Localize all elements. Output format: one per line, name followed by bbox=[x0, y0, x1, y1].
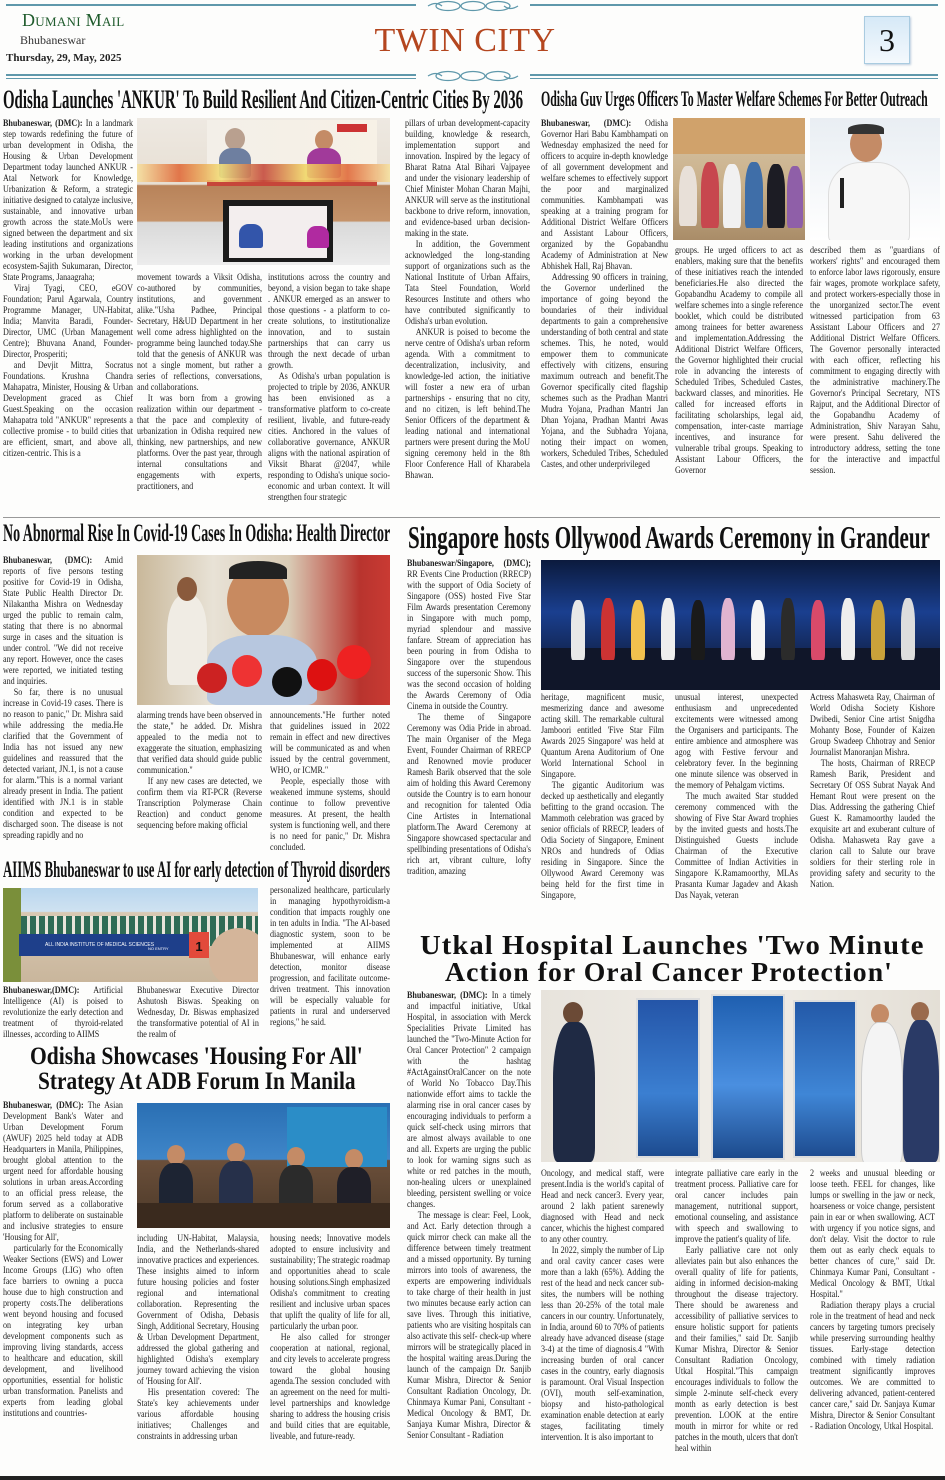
paragraph-text: institutions across the country and beyond, a vision began to take shape . ANKUR emerged as an answer to those questions - a platform to co-create solutions, to institutionalize innovation, and to sustain partnerships that can carry us through the next decade of urban growth. bbox=[268, 272, 390, 370]
column-text bbox=[137, 985, 259, 1040]
headline-text: Utkal Hospital Launches 'Two Minute bbox=[420, 930, 925, 960]
paragraph-text: Radiation therapy plays a crucial role in the treatment of head and neck cancers by targeting tumors precisely while preserving surrounding healthy tissues. Early-stage detection combined with timely radiation treatment significantly improves outcomes. We are committed to delivering advanced, patient-centered cancer care," said Dr. Sanjaya Kumar Mishra, Director & Senior Consultant - Radiation Oncology, Utkal Hospital. bbox=[810, 1300, 935, 1431]
paragraph bbox=[810, 1168, 935, 1300]
paragraph-text: Amid reports of five persons testing positive for Covid-19 in Odisha, State Public Health Director Dr. Nilakantha Mishra on Wednesday urged the public to remain calm, stating that there is no abnormal surge in cases and the situation is under control. "We did not receive any report. However, once the cases were reported, we initiated testing and inquiries. bbox=[3, 555, 123, 686]
paragraph bbox=[407, 1210, 531, 1441]
paragraph bbox=[137, 272, 262, 393]
paragraph bbox=[810, 245, 940, 476]
ankur-column-4 bbox=[405, 118, 530, 515]
paragraph-text: Oncology, and medical staff, were present.India is the world's capital of Head and neck cancer3. Every year, around 2 lakh patient sarenewly diagnosed with Head and neck cancer, whichis the highest compared to any other country. bbox=[541, 1168, 664, 1244]
headline-adb-line-1[interactable] bbox=[30, 1043, 363, 1071]
paragraph bbox=[270, 885, 390, 1028]
headline-text: Odisha Guv Urges Officers To Master Welfare Schemes For Better Outreach bbox=[541, 86, 928, 111]
headline-ankur[interactable] bbox=[3, 85, 523, 115]
top-rule-right bbox=[530, 4, 938, 6]
singapore-column-3 bbox=[675, 692, 798, 927]
paragraph bbox=[407, 712, 531, 877]
paragraph bbox=[137, 776, 262, 831]
paragraph-text: In addition, the Government acknowledged the long-standing support of organizations such as the National Institute of Urban Affairs, Tata Steel Foundation, World Resources Institute and others who have contributed significantly to Odisha's urban evolution. bbox=[405, 239, 530, 326]
column-text bbox=[541, 118, 668, 470]
paragraph-text: and Devjit Mittra, Socratus Foundations. Krushna Chandra Mahapatra, Minister, Housing & Urban Development graced as Chief Guest.Speaking on the occasion Mahapatra told "ANKUR" represents a collective promise - to build cities that are efficient, smart, and above all, citizen-centric. This is a bbox=[3, 360, 133, 458]
paragraph bbox=[810, 1300, 935, 1432]
paragraph-text: personalized healthcare, particularly in managing hypothyroidism-a condition that impacts roughly one in ten adults in India. "The AI-based diagnostic system, soon to be implemented at AIIMS Bhubaneswar, will enhance early detection, monitor disease progression, and facilitate outcome-driven treatment. This innovation will be especially valuable for patients in rural and underserved regions," he said. bbox=[270, 885, 390, 1027]
paragraph bbox=[3, 985, 123, 1040]
singapore-column-1 bbox=[407, 558, 531, 928]
column-text bbox=[407, 558, 531, 877]
utkal-campaign-photo bbox=[541, 990, 940, 1162]
paragraph-text: The hosts, Chairman of RRECP Ramesh Barik, President and Secretary Of OSS Subrat Nayak And Hemant Rout were present on the Dias. Addressing the gathering Chief Guest K. Ramamoorthy lauded the exquisite art and exuberant culture of Odisha. Mahasweta Ray gave a clarion call to Salute our brave soldiers for their sterling role in providing safety and security to the Nation. bbox=[810, 758, 935, 889]
utkal-column-3 bbox=[675, 1168, 798, 1472]
paragraph bbox=[137, 710, 262, 776]
paragraph bbox=[675, 245, 803, 476]
headline-aiims[interactable] bbox=[3, 857, 390, 883]
paragraph bbox=[675, 1168, 798, 1245]
column-text bbox=[675, 692, 798, 901]
governor-column-2 bbox=[675, 245, 803, 512]
headline-text: No Abnormal Rise In Covid-19 Cases In Odisha: Health Director bbox=[3, 520, 391, 547]
paragraph bbox=[541, 118, 668, 272]
covid-column-3 bbox=[270, 710, 390, 855]
headline-utkal-line-2[interactable] bbox=[445, 957, 893, 988]
header-rule-left-thin bbox=[6, 78, 416, 79]
paragraph bbox=[270, 1233, 390, 1332]
paragraph-text: People, especially those with weakened immune systems, should continue to follow preventive measures. At present, the health system is functioning well, and there is no need for panic," Dr. Mishra concluded. bbox=[270, 776, 390, 852]
bottom-rule bbox=[0, 1476, 945, 1480]
paragraph bbox=[270, 710, 390, 776]
governor-column-3 bbox=[810, 245, 940, 512]
paragraph bbox=[541, 692, 664, 780]
column-text bbox=[270, 710, 390, 853]
page-number: 3 bbox=[864, 16, 910, 64]
singapore-awards-photo bbox=[541, 560, 940, 690]
ornament-icon bbox=[418, 70, 528, 82]
headline-singapore[interactable] bbox=[408, 519, 930, 556]
paragraph bbox=[541, 1168, 664, 1245]
column-text bbox=[137, 710, 262, 831]
paragraph bbox=[810, 758, 935, 890]
paragraph-text: Early palliative care not only alleviates pain but also enhances the overall quality of life for patients, aiding in informed decision-making throughout the disease trajectory. There should be awareness and accessibility of palliative services to ensure holistic support for patients and their families," said Dr. Sanjib Kumar Mishra, Director & Senior Consultant Radiation Oncology, Utkal Hospital."This campaign encourages individuals to follow the simple 2-minute self-check every month as early detection is best prevention. LOOK at the entire mouth in mirror for white or red patches in the mouth, ulcers that don't heal within bbox=[675, 1245, 798, 1453]
paragraph-text: Odisha Governor Hari Babu Kambhampati on Wednesday emphasized the need for officers to acquire in-depth knowledge of all government development and welfare schemes to effectively support the poor and marginalized communities. Kambhampati was speaking at a training program for Additional District Welfare Officers and Assistant Labour Officers, organized by the Gopabandhu Academy of Administration at New Abhishek Hall, Raj Bhavan. bbox=[541, 118, 668, 271]
ornament-icon bbox=[418, 0, 528, 12]
governor-portrait-photo bbox=[810, 118, 940, 240]
paragraph bbox=[407, 990, 531, 1210]
dateline: Bhubaneswar, (DMC): bbox=[3, 1100, 84, 1110]
ankur-column-2 bbox=[137, 272, 262, 515]
paragraph-text: So far, there is no unusual increase in Covid-19 cases. There is no reason to panic," Dr. Mishra said while addressing the media.He clarified that the Government of India has not issued any new guidelines and reassured that the detected variant, JN.1, is not a cause for alarm."This is a normal variant already present in India. The patient identified with JN.1 is in stable condition and expected to be discharged soon. The disease is not spreading rapidly and no bbox=[3, 687, 123, 840]
column-text bbox=[675, 1168, 798, 1454]
paragraph bbox=[675, 791, 798, 901]
paragraph-text: announcements."He further noted that guidelines issued in 2022 remain in effect and new directives will be communicated as and when issued by the central government, WHO, or ICMR." bbox=[270, 710, 390, 775]
paragraph-text: As Odisha's urban population is projected to triple by 2036, ANKUR has been envisioned as a transformative platform to co-create resilient, livable, and future-ready cities. Anchored in the values of collaborative governance, ANKUR aligns with the national aspiration of Viksit Bharat @2047, while responding to Odisha's unique socio-economic and urban context. It will strengthen four strategic bbox=[268, 371, 390, 502]
issue-date: Thursday, 29, May, 2025 bbox=[6, 52, 122, 64]
headline-text: AIIMS Bhubaneswar to use AI for early detection of Thyroid disorders bbox=[3, 857, 391, 882]
paragraph bbox=[268, 272, 390, 371]
aiims-sign: ALL INDIA INSTITUTE OF MEDICAL SCIENCES bbox=[19, 934, 199, 956]
column-text bbox=[3, 118, 133, 459]
masthead-city: Bhubaneswar bbox=[20, 33, 86, 47]
column-text bbox=[675, 245, 803, 476]
paragraph bbox=[405, 118, 530, 239]
headline-covid[interactable] bbox=[3, 520, 390, 548]
header-rule-left bbox=[6, 74, 416, 76]
paragraph-text: In a timely and impactful initiative, Utkal Hospital, in association with Merck Specialities Private Limited has launched the "Two-Minute Action for Oral Cancer Protection" 2 campaign with the hashtag #ActAgainstOralCancer on the note of World No Tobacco Day.This nationwide effort aims to tackle the alarming rise in oral cancer cases by encouraging individuals to perform a quick self-check using mirrors that are almost always available to one and all. Experts are urging the public to look for warning signs such as white or red patches in the mouth, non-healing ulcers or unexplained bleeding, persistent swelling or voice changes. bbox=[407, 990, 531, 1209]
aiims-building-photo bbox=[3, 888, 258, 982]
paragraph-text: Actress Mahasweta Ray, Chairman of World Odisha Society Kishore Dwibedi, Senior Cine artist Snigdha Mohanty Bose, Founder of Kaizen Group Swadeep Chhotray and Senior Journalist Manoranjan Mishra. bbox=[810, 692, 935, 757]
column-text bbox=[407, 990, 531, 1441]
paragraph-text: movement towards a Viksit Odisha, co-authored by communities, institutions, and government alike."Usha Padhee, Principal Secretary, H&UD Department in her well come adress highlighted on the programme being launched today.She told that the genesis of ANKUR was not a single moment, but rather a series of reflections, conversations, and collaborations. bbox=[137, 272, 262, 392]
paragraph bbox=[268, 371, 390, 503]
header-rule-right bbox=[530, 74, 938, 76]
column-text bbox=[270, 1233, 390, 1442]
adb-column-3 bbox=[270, 1233, 390, 1472]
dateline: Bhubaneswar, (DMC): bbox=[541, 118, 632, 128]
paragraph bbox=[137, 1387, 259, 1442]
column-text bbox=[137, 272, 262, 492]
paragraph bbox=[3, 1100, 123, 1243]
paragraph bbox=[137, 985, 259, 1040]
dateline: Bhubaneswar, (DMC): bbox=[3, 555, 93, 565]
column-text bbox=[810, 692, 935, 890]
column-text bbox=[137, 1233, 259, 1442]
header-rule-right-thin bbox=[530, 78, 938, 79]
paragraph bbox=[810, 692, 935, 758]
paragraph bbox=[675, 1245, 798, 1454]
column-text bbox=[810, 245, 940, 476]
adb-column-1 bbox=[3, 1100, 123, 1472]
aiims-column-2 bbox=[137, 985, 259, 1041]
masthead-name: Dumani Mail bbox=[22, 10, 125, 30]
paragraph bbox=[137, 1233, 259, 1387]
governor-training-photo bbox=[673, 118, 805, 240]
paragraph-text: Addressing 90 officers in training, the Governor underlined the importance of going beyond the boundaries of their individual departments to gain a comprehensive understanding of both central and state schemes. This, he noted, would empower them to communicate effectively with citizens, ensuring maximum outreach and benefit.The Governor specifically cited flagship schemes such as the Pradhan Mantri Mudra Yojana, Pradhan Mantri Jan Dhan Yojana, Pradhan Mantri Awas Yojana, and the Subhadra Yojana, noting their impact on women, workers, Scheduled Tribes, Scheduled Castes, and other underprivileged bbox=[541, 272, 668, 469]
column-text bbox=[541, 1168, 664, 1443]
paragraph-text: The message is clear: Feel, Look, and Act. Early detection through a quick mirror check can make all the difference between timely treatment and a missed opportunity. By turning mirrors into tools of awareness, the experts are empowering individuals to take charge of their health in just two minutes because early action can save lives. Through this initiative, patients who are visiting hospitals can also activate this self- check-up where mirrors will be strategically placed in the hospital waiting areas.During the launch of the campaign Dr. Sanjib Kumar Mishra, Director & Senior Consultant Radiation Oncology, Dr. Chinmaya Kumar Pani, Consultant - Medical Oncology & BMT, Dr. Sanjaya Kumar Mishra, Director & Senior Consultant - Radiation bbox=[407, 1210, 531, 1440]
paragraph-text: particularly for the Economically Weaker Sections (EWS) and Lower Income Groups (LIG) who often face barriers to owning a pucca house due to high construction and property costs.The deliberations went beyond housing and focused on integrating key urban development components such as improving living standards, access to healthcare and education, skill development, and livelihood opportunities, essential for holistic urban transformation. Panelists and experts from leading global institutions and countries- bbox=[3, 1243, 123, 1418]
ankur-event-photo bbox=[137, 118, 390, 265]
ankur-column-3 bbox=[268, 272, 390, 515]
adb-forum-photo bbox=[137, 1103, 390, 1228]
headline-governor[interactable] bbox=[541, 86, 928, 112]
paragraph bbox=[541, 780, 664, 901]
paragraph-text: housing needs; Innovative models adopted to ensure inclusivity and sustainability; The strategic roadmap and opportunities ahead to scale housing solutions.Singh emphasized Odisha's commitment to creating resilient and inclusive urban spaces that uplift the quality of life for all, particularly the urban poor. bbox=[270, 1233, 390, 1331]
paragraph-text: Artificial Intelligence (AI) is poised to revolutionize the early detection and treatment of thyroid-related illnesses, according to AIIMS bbox=[3, 985, 123, 1039]
column-text bbox=[405, 118, 530, 481]
column-text bbox=[541, 692, 664, 901]
paragraph-text: The theme of Singapore Ceremony was Odia Pride in abroad. The main Organiser of the Mega Event, Founder Chairman of RRECP and Renowned movie producer Ramesh Barik observed that the sole aim of holding this Award Ceremony outside the Country is to earn honour and recognition for talented Odia Cine Artistes in International platform.The Award Ceremony at Singapore showcased spectacular and spellbinding presentations of Odisha's rich art, vibrant culture, lofty tradition, amazing bbox=[407, 712, 531, 876]
paragraph-text: unusual interest, unexpected enthusiasm and unprecedented excitements were witnessed among the Organisers and participants. The entire ambience and atmosphere was agog with Festive fervour and celebratory fever. In the beginning one minute silence was observed in the memory of Pehalgam victims. bbox=[675, 692, 798, 790]
paragraph-text: The much awaited Star studded ceremony commenced with the showing of Five Star Award trophies by the invited guests and hosts.The Distinguished Guests include Chairman of the Executive Committee of Indian Activities in Singapore K.Ramamoorthy, MLAs Prasanta Kumar Jagadev and Akash Das Nayak, veteran bbox=[675, 791, 798, 900]
ankur-column-1 bbox=[3, 118, 133, 515]
singapore-column-2 bbox=[541, 692, 664, 927]
paragraph bbox=[675, 692, 798, 791]
paragraph-text: In a landmark step towards redefining the future of urban development in Odisha, the Housing & Urban Development Department today launched ANKUR - Atal Network for Knowledge, Urbanization & Reform, a strategic initiative designed to catalyze inclusive, sustainable, and innovative urban growth across the state.MoUs were signed between the department and six leading institutions and organizations working in the urban development ecosystem-Sajith Sukumaran, Director, State Programs, Janaagraha; bbox=[3, 118, 134, 282]
paragraph-text: RR Events Cine Production (RRECP) with the support of Odia Society of Singapore (OSS) hosted Five Star Film Awards presentation Ceremony in Singapore with much pomp, myriad splendour and massive fanfare. Stream of appreciation has been pouring in from Odisha to Singapore over the stupendous success of the supersonic Show. This was the second occasion of holding the Awards Ceremony of Odia Cinema in outside the Country. bbox=[407, 569, 531, 711]
headline-text: Singapore hosts Ollywood Awards Ceremony in Grandeur bbox=[408, 519, 930, 555]
top-rule-left bbox=[6, 4, 416, 6]
paragraph bbox=[270, 1332, 390, 1442]
dateline: Bhubaneswar, (DMC): bbox=[3, 118, 83, 128]
paragraph-text: If any new cases are detected, we confirm them via RT-PCR (Reverse Transcription Polymerase Chain Reaction) and conduct genome sequencing before making official bbox=[137, 776, 262, 830]
paragraph bbox=[3, 1243, 123, 1419]
aiims-column-1 bbox=[3, 985, 123, 1041]
no-entry-sign: NO ENTRY bbox=[148, 946, 169, 951]
paragraph bbox=[3, 555, 123, 687]
paragraph bbox=[270, 776, 390, 853]
column-text bbox=[3, 1100, 123, 1419]
covid-column-1 bbox=[3, 555, 123, 855]
gate-number: 1 bbox=[189, 932, 209, 958]
paragraph bbox=[137, 393, 262, 492]
headline-text: Odisha Launches 'ANKUR' To Build Resilient And Citizen-Centric Cities By 2036 bbox=[3, 85, 524, 114]
paragraph-text: described them as "guardians of workers' rights" and encouraged them to enforce labor laws rigorously, ensure fair wages, promote workplace safety, and protect workers-especially those in the unorganized sector.The event witnessed participation from 63 Assistant Labour Officers and 27 Additional District Welfare Officers. The Governor personally interacted with each officer, reflecting his commitment to engaging directly with the administrative machinery.The Governor's Principal Secretary, NTS Rajput, and the Additional Director of the Gopabandhu Academy of Administration, Shiv Narayan Sahu, were present. Sahu delivered the introductory address, setting the tone for the interactive and impactful session. bbox=[810, 245, 940, 475]
section-title: TWIN CITY bbox=[374, 22, 556, 59]
paragraph-text: heritage, magnificent music, mesmerizing dance and awesome acting skill. The remarkable cultural Jamboori entitled 'Five Star Film Awards 2025 Singapore' was held at Quantum Arena Auditorium of One World International School in Singapore. bbox=[541, 692, 664, 779]
headline-text: Action for Oral Cancer Protection' bbox=[445, 957, 893, 987]
column-text bbox=[810, 1168, 935, 1432]
section-divider bbox=[3, 517, 940, 518]
dateline: Bhubaneswar/Singapore, (DMC); bbox=[407, 558, 531, 568]
column-text bbox=[270, 885, 390, 1028]
paragraph bbox=[405, 239, 530, 327]
covid-column-2 bbox=[137, 710, 262, 855]
aiims-column-3 bbox=[270, 885, 390, 1042]
paragraph-text: Bhubaneswar Executive Director Ashutosh Biswas. Speaking on Wednesday, Dr. Biswas emphasized the transformative potential of AI in the realm of bbox=[137, 985, 259, 1039]
utkal-column-1 bbox=[407, 990, 531, 1472]
paragraph-text: The Asian Development Bank's Water and Urban Development Forum (AWUF) 2025 held today at ADB Headquarters in Manila, Philippines, brought global attention to the urgent need for affordable housing solutions in urban areas.According to an official press release, the forum served as a collaborative platform to deliberate on sustainable and inclusive strategies to ensure 'Housing for All', bbox=[3, 1100, 123, 1242]
governor-column-1 bbox=[541, 118, 668, 510]
paragraph bbox=[541, 1245, 664, 1443]
paragraph-text: alarming trends have been observed in the state," he added. Dr. Mishra appealed to the media not to exaggerate the situation, emphasizing that verified data should guide public communication." bbox=[137, 710, 262, 775]
adb-column-2 bbox=[137, 1233, 259, 1472]
covid-press-photo bbox=[137, 555, 390, 705]
paragraph bbox=[407, 558, 531, 712]
headline-text: Strategy At ADB Forum In Manila bbox=[38, 1068, 356, 1095]
paragraph-text: He also called for stronger cooperation at national, regional, and city levels to accelerate progress toward the global housing agenda.The session concluded with an agreement on the need for multi-level partnerships and knowledge sharing to address the housing crisis and build cities that are equitable, liveable, and future-ready. bbox=[270, 1332, 390, 1441]
dateline: Bhubaneswar,(DMC): bbox=[3, 985, 80, 995]
paragraph bbox=[3, 360, 133, 459]
paragraph bbox=[3, 283, 133, 360]
dateline: Bhubaneswar, (DMC): bbox=[407, 990, 488, 1000]
paragraph-text: groups. He urged officers to act as enablers, making sure that the benefits of these initiatives reach the intended beneficiaries.He also directed the Gopabandhu Academy to compile all welfare schemes into a single reference booklet, which could be distributed among trainees for better awareness and implementation.Addressing the Additional District Welfare Officers, the Governor highlighted their crucial role in advancing the interests of Scheduled Tribes, Scheduled Castes, backward classes, and minorities. He called for increased efforts in facilitating scholarships, legal aid, compensation, inter-caste marriage incentives, and insurance for vulnerable tribal groups. Speaking to Assistant Labour Officers, the Governor bbox=[675, 245, 803, 475]
paragraph bbox=[3, 687, 123, 841]
headline-text: Odisha Showcases 'Housing For All' bbox=[30, 1043, 363, 1070]
paragraph-text: pillars of urban development-capacity building, knowledge & research, implementation support and innovation. Inspired by the legacy of Bharat Ratna Atal Bihari Vajpayee and under the visionary leadership of Chief Minister Mohan Charan Majhi, ANKUR will serve as the institutional backbone to drive reform, innovation, and evidence-based urban decision-making in the state. bbox=[405, 118, 530, 238]
paragraph bbox=[541, 272, 668, 470]
paragraph bbox=[405, 327, 530, 481]
paragraph-text: The gigantic Auditorium was decked up aesthetically and elegantly befitting to the grand occasion. The Mammoth celebration was graced by senior officials of RRECP, leaders of Odia Society of Singapore, Eminent NROs and hundreds of Odias residing in Singapore. Since the Ollywood Award Ceremony was being held for the first time in Singapore, bbox=[541, 780, 664, 900]
paragraph-text: It was born from a growing realization within our department - that the pace and complexity of urbanization in Odisha required new thinking, new partnerships, and new platforms. Over the past year, through internal consultations and engagements with experts, practitioners, and bbox=[137, 393, 262, 491]
paragraph-text: ANKUR is poised to become the nerve centre of Odisha's urban reform agenda. With a commitment to decentralization, inclusivity, and knowledge-led action, the initiative will foster a new era of urban partnerships - ensuring that no city, and no citizen, is left behind.The Senior Officers of the department & leading national and international partners were present during the MoU signing ceremony held in the 8th Floor Conference Hall of Kharabela Bhawan. bbox=[405, 327, 530, 480]
paragraph-text: His presentation covered: The State's key achievements under various affordable housing initiatives; Challenges and constraints in addressing urban bbox=[137, 1387, 259, 1441]
singapore-column-4 bbox=[810, 692, 935, 927]
paragraph-text: In 2022, simply the number of Lip and oral cavity cancer cases were more than a lakh (65%). Adding the rest of the head and neck cancer sub-sites, the numbers will be nothing less than 20-25% of the total male cancers in our country. Unfortunately, in India, around 60 to 70% of patients already have advanced disease (stage 3-4) at the time of diagnosis.4 "With increasing burden of oral cancer cases in the country, early diagnosis is paramount. Oral Visual Inspection (OVI), mouth self-examination, biopsy and histo-pathological examination enable detection at early stages, facilitating timely intervention. It is also important to bbox=[541, 1245, 664, 1442]
paragraph bbox=[3, 118, 133, 283]
paragraph-text: Viraj Tyagi, CEO, eGOV Foundation; Parul Agarwala, Country Programme Manager, UN-Habitat, India; Manvita Baradi, Founder-Director, UMC (Urban Management Centre); Bhuvana Anand, Founder-Director, Prosperiti; bbox=[3, 283, 133, 359]
utkal-column-2 bbox=[541, 1168, 664, 1472]
column-text bbox=[3, 555, 123, 841]
paragraph-text: including UN-Habitat, Malaysia, India, and the Netherlands-shared innovative practices and experiences. These insights aimed to inform future housing policies and foster regional and international collaboration. Representing the Government of Odisha, Debasis Singh, Additional Secretary, Housing & Urban Development Department, addressed the global gathering and highlighted Odisha's exemplary journey toward achieving the vision of 'Housing for All'. bbox=[137, 1233, 259, 1386]
paragraph-text: 2 weeks and unusual bleeding or loose teeth. FEEL for changes, like lumps or swelling in the jaw or neck, hoarseness or voice change, persistent pain in ear or when swallowing. ACT with urgency if you notice signs, and don't delay. Visit the doctor to rule them out as early check equals to better chances of cure," said Dr. Chinmaya Kumar Pani, Consultant - Medical Oncology & BMT, Utkal Hospital." bbox=[810, 1168, 935, 1299]
utkal-column-4 bbox=[810, 1168, 935, 1472]
paragraph-text: integrate palliative care early in the treatment process. Palliative care for oral cancer includes pain management, nutritional support, emotional counseling, and assistance with speech and swallowing to improve the patient's quality of life. bbox=[675, 1168, 798, 1244]
column-text bbox=[268, 272, 390, 503]
headline-adb-line-2[interactable] bbox=[38, 1068, 356, 1096]
column-text bbox=[3, 985, 123, 1040]
